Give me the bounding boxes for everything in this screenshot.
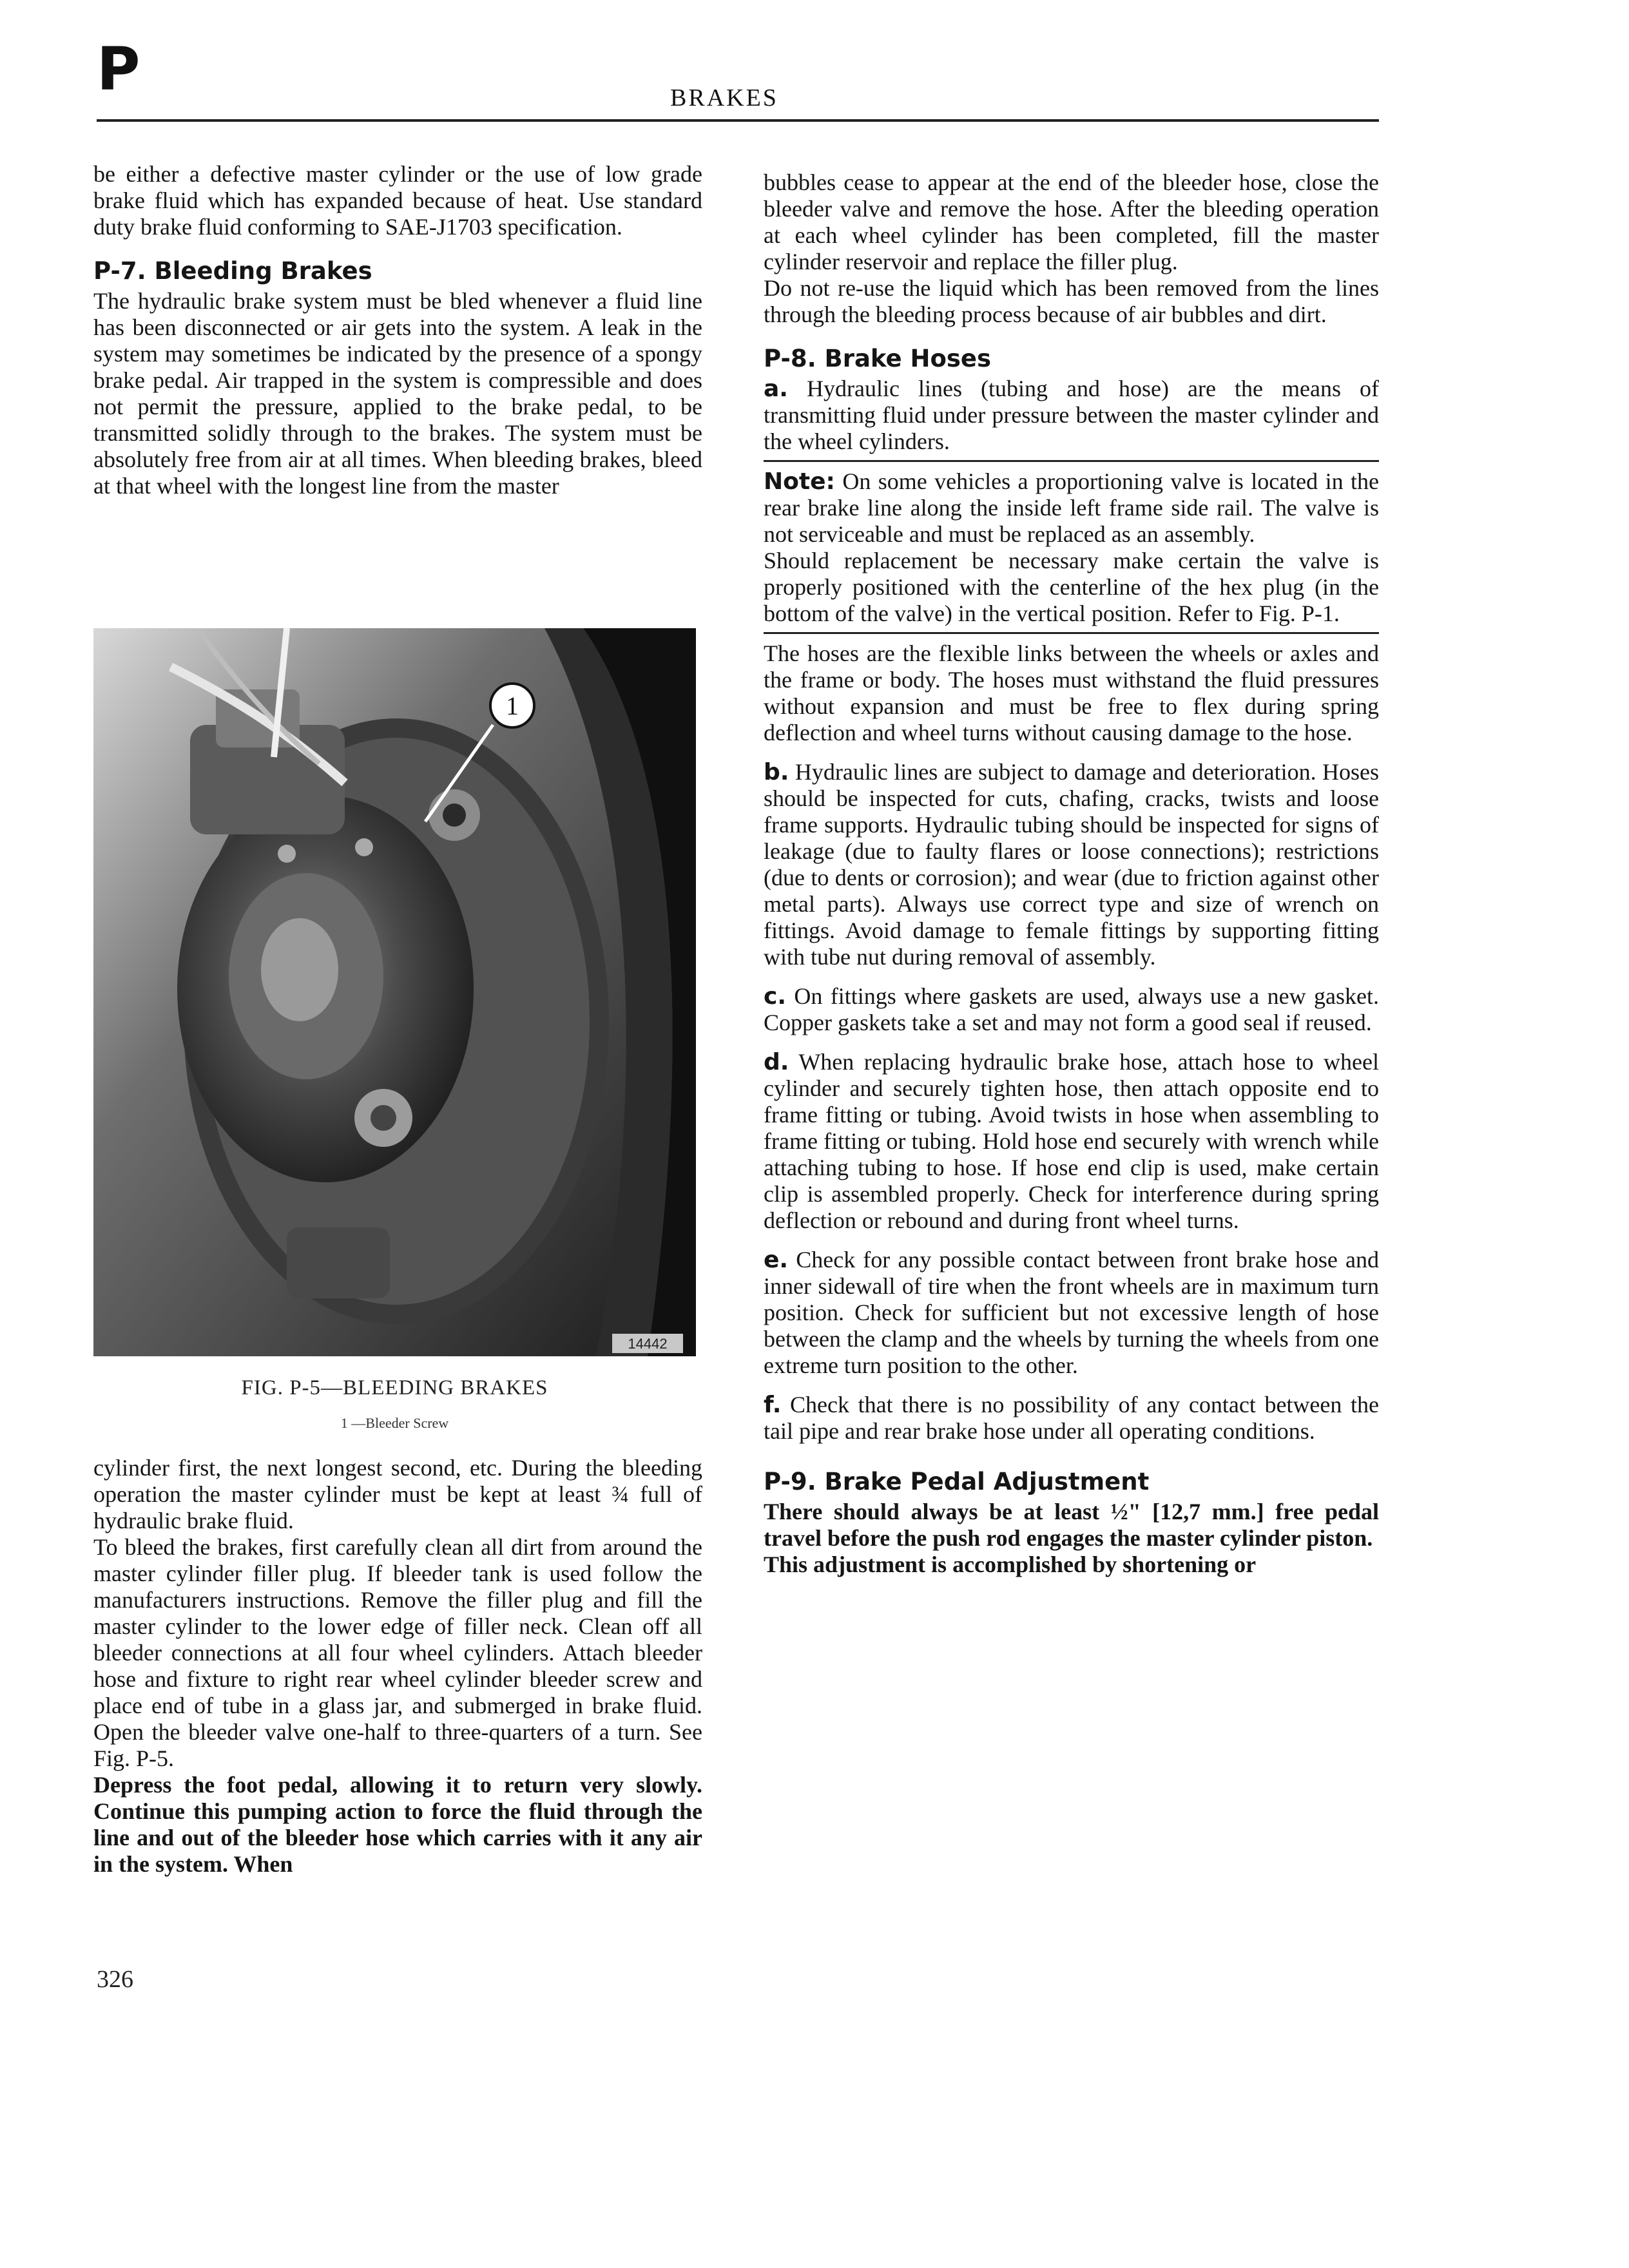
figure-caption: FIG. P-5—BLEEDING BRAKES (241, 1376, 548, 1399)
item-b-label: b. (764, 759, 789, 785)
item-e-text: Check for any possible contact between front brake hose and inner sidewall of tire when the front wheels are in maximum turn position. Check for sufficient but not excessive length of hose between the clamp and the wheels by turning the wheels from one extreme turn position to the other. (764, 1247, 1379, 1378)
item-d-label: d. (764, 1049, 789, 1075)
note-paragraph-2: Should replacement be necessary make certain the valve is properly positioned with the centerline of the hex plug (in the bottom of the valve) in the vertical position. Refer to Fig. P-1. (764, 548, 1379, 626)
item-f-paragraph (764, 1392, 1379, 1445)
page-number: 326 (97, 1966, 133, 1993)
right-column (764, 169, 1379, 1578)
item-b-paragraph (764, 759, 1379, 970)
figure-legend: 1 —Bleeder Screw (340, 1415, 449, 1431)
note-top-rule (764, 460, 1379, 462)
adjustment-paragraph: This adjustment is accomplished by shortening or (764, 1552, 1257, 1577)
section-letter: P (97, 35, 140, 104)
intro-paragraph: be either a defective master cylinder or the use of low grade brake fluid which has expanded because of heat. Use standard duty brake fluid conforming to SAE-J1703 specification. (93, 161, 702, 240)
bubbles-paragraph: bubbles cease to appear at the end of the bleeder hose, close the bleeder valve and remove the hose. After the bleeding operation at each wheel cylinder has been completed, fill the master cylinder reservoir and replace the filler plug. (764, 169, 1379, 274)
photo-number: 14442 (628, 1336, 668, 1352)
bleeding-procedure-paragraph: To bleed the brakes, first carefully clean all dirt from around the master cylinder filler plug. If bleeder tank is used follow the manufacturers instructions. Remove the filler plug and fill the master cylinder to the lower edge of filler neck. Clean off all bleeder connections at all four wheel cylinders. Attach bleeder hose and fixture to right rear wheel cylinder bleeder screw and place end of tube in a glass jar, and submerged in brake fluid. Open the bleeder valve one-half to three-quarters of a turn. See Fig. P-5. (93, 1534, 702, 1771)
note-bottom-rule (764, 632, 1379, 634)
left-column-bottom (93, 1455, 702, 1878)
section-heading-p9: P-9. Brake Pedal Adjustment (764, 1468, 1150, 1495)
note-text: On some vehicles a proportioning valve is located in the rear brake line along the inside left frame side rail. The valve is not serviceable and must be replaced as an assembly. (764, 468, 1380, 547)
bleeding-continued-paragraph: cylinder first, the next longest second, etc. During the bleeding operation the master cylinder must be kept at least ¾ full of hydraulic brake fluid. (93, 1455, 702, 1533)
item-f-label: f. (764, 1392, 782, 1418)
item-b-text: Hydraulic lines are subject to damage and deterioration. Hoses should be inspected for cuts, chafing, cracks, twists and loose frame supports. Hydraulic tubing should be inspected for signs of leakage (due to faulty flares or loose connections); restrictions (due to dents or corrosion); and wear (due to friction against other metal parts). Always use correct type and size of wrench on fittings. Avoid damage to female fittings by supporting fitting with tube nut during removal of assembly. (764, 759, 1379, 970)
figure-photo-bleeding-brakes (93, 628, 696, 1356)
item-e-paragraph (764, 1247, 1379, 1379)
brake-assembly-illustration (93, 628, 696, 1356)
header-rule (97, 119, 1379, 122)
section-heading-p7: P-7. Bleeding Brakes (93, 257, 372, 285)
item-f-text: Check that there is no possibility of any contact between the tail pipe and rear brake hose under all operating conditions. (764, 1392, 1379, 1444)
item-c-label: c. (764, 983, 787, 1010)
item-e-label: e. (764, 1247, 789, 1273)
reuse-warning-paragraph: Do not re-use the liquid which has been removed from the lines through the bleeding process because of air bubbles and dirt. (764, 275, 1379, 327)
note-paragraph (764, 468, 1379, 548)
running-title: BRAKES (670, 84, 778, 111)
p7-body-paragraph: The hydraulic brake system must be bled whenever a fluid line has been disconnected or air gets into the system. A leak in the system may sometimes be indicated by the presence of a spongy brake pedal. Air trapped in the system is compressible and does not permit the pressure, applied to the brake pedal, to be transmitted solidly through to the brakes. The system must be absolutely free from air at all times. When bleeding brakes, bleed at that wheel with the longest line from the master (93, 288, 702, 499)
item-d-paragraph (764, 1049, 1379, 1234)
hoses-paragraph: The hoses are the flexible links between the wheels or axles and the frame or body. The hoses must withstand the fluid pressures without expansion and must be free to flex during spring deflection and wheel turns without causing damage to the hose. (764, 640, 1379, 745)
note-label: Note: (764, 468, 835, 495)
left-column-top (93, 161, 702, 499)
item-a-text: Hydraulic lines (tubing and hose) are the means of transmitting fluid under pressure between the master cylinder and the wheel cylinders. (764, 376, 1379, 454)
item-a-paragraph (764, 376, 1379, 455)
item-d-text: When replacing hydraulic brake hose, attach hose to wheel cylinder and securely tighten hose, then attach opposite end to frame fitting or tubing. Avoid twists in hose when assembling to frame fitting or tubing. Hold hose end securely with wrench while attaching tubing to hose. If hose end clip is used, make certain clip is assembled properly. Check for interference during spring deflection or rebound and during front wheel turns. (764, 1049, 1379, 1233)
pumping-paragraph: Depress the foot pedal, allowing it to return very slowly. Continue this pumping action to force the fluid through the line and out of the bleeder hose which carries with it any air in the system. When (93, 1772, 702, 1877)
item-c-paragraph (764, 983, 1379, 1036)
callout-label: 1 (506, 691, 519, 720)
section-heading-p8: P-8. Brake Hoses (764, 345, 992, 372)
item-a-label: a. (764, 376, 788, 402)
pedal-travel-paragraph: There should always be at least ½" [12,7 mm.] free pedal travel before the push rod engages the master cylinder piston. (764, 1499, 1379, 1551)
item-c-text: On fittings where gaskets are used, always use a new gasket. Copper gaskets take a set and may not form a good seal if reused. (764, 983, 1379, 1035)
